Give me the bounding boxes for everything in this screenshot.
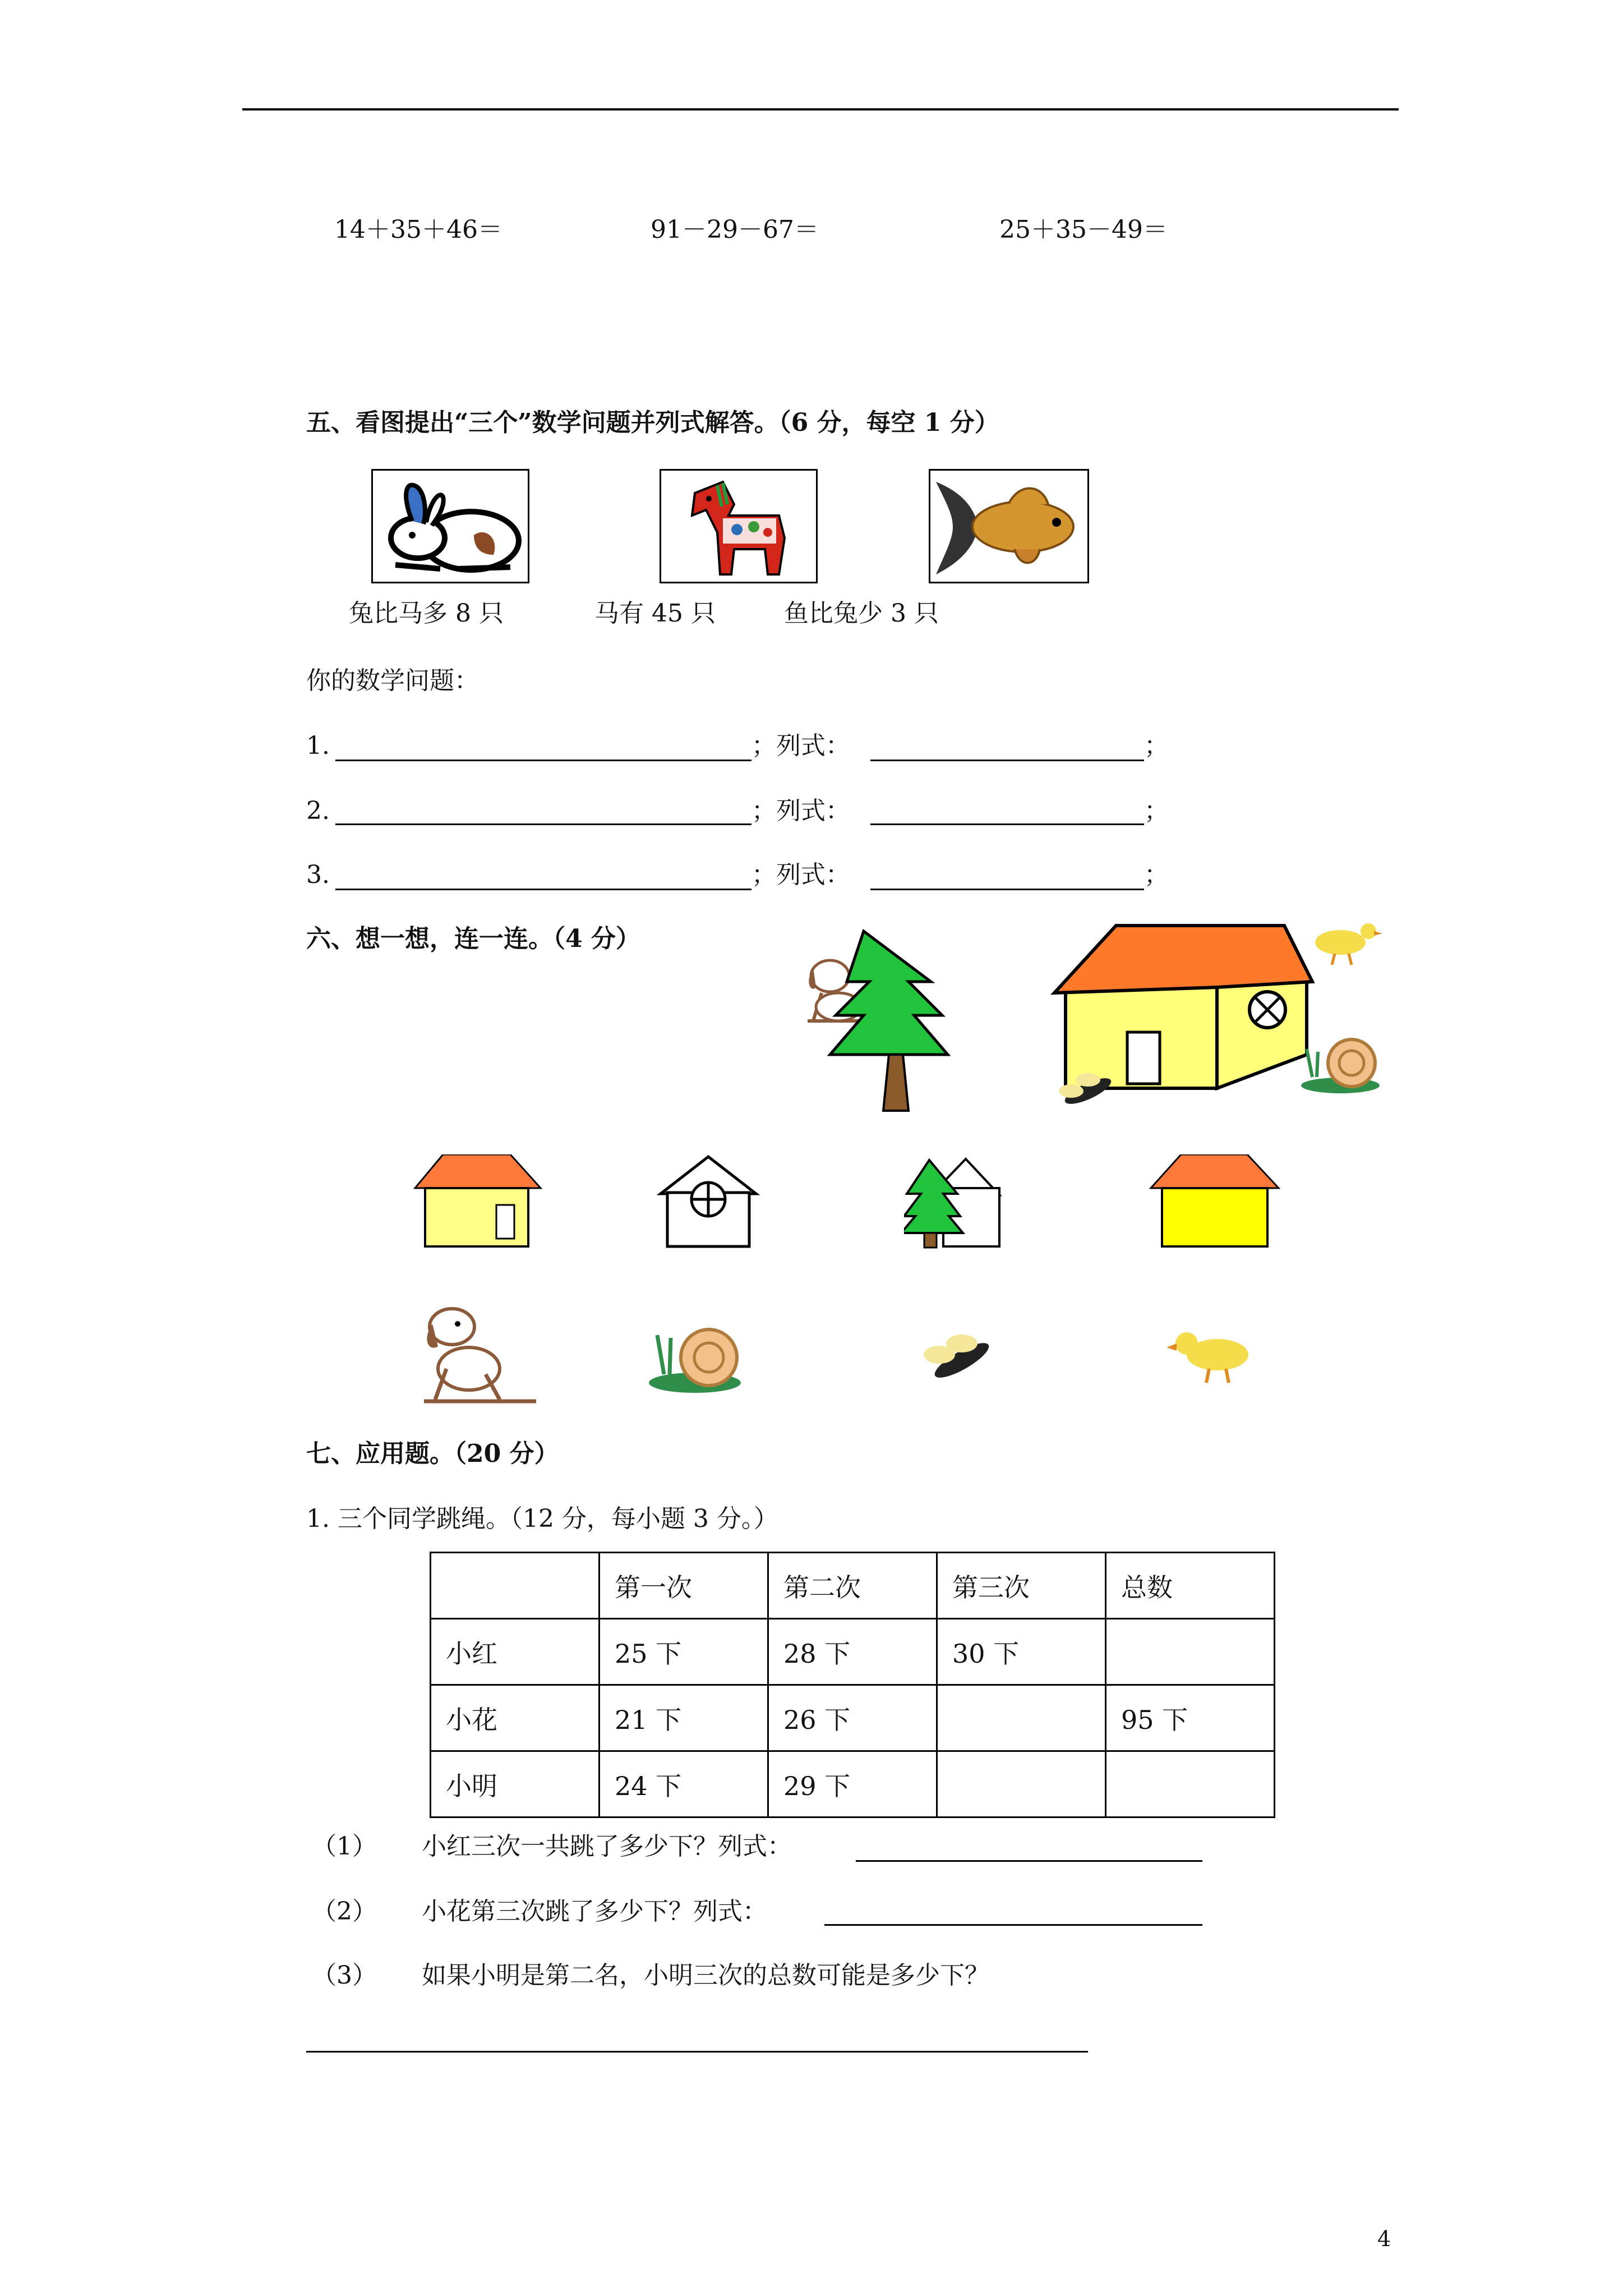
table-cell: 小花 bbox=[431, 1685, 600, 1751]
header-cell bbox=[431, 1553, 600, 1619]
section-6-title: 六、想一想，连一连。（4 分） bbox=[306, 924, 640, 953]
caption-horse: 马有 45 只 bbox=[594, 599, 716, 628]
table-header-row bbox=[431, 1553, 1275, 1619]
problem-1-text: 1. 三个同学跳绳。（12 分，每小题 3 分。） bbox=[306, 1504, 778, 1533]
house-option-4[interactable] bbox=[1147, 1154, 1282, 1250]
header-cell: 总数 bbox=[1106, 1553, 1275, 1619]
chick-icon bbox=[1315, 923, 1382, 965]
answer-blank-2[interactable] bbox=[824, 1924, 1202, 1926]
formula-label-3: ；列式： bbox=[751, 861, 850, 889]
caption-rabbit: 兔比马多 8 只 bbox=[349, 599, 504, 628]
your-questions-prompt: 你的数学问题： bbox=[306, 666, 479, 695]
answer-blank-3[interactable] bbox=[306, 2051, 1088, 2053]
horse-picture bbox=[660, 469, 818, 583]
equation-1: 14＋35＋46＝ bbox=[334, 215, 502, 244]
caption-fish: 鱼比兔少 3 只 bbox=[784, 599, 939, 628]
header-cell: 第一次 bbox=[600, 1553, 768, 1619]
header-cell: 第三次 bbox=[937, 1553, 1106, 1619]
bee-option[interactable] bbox=[914, 1324, 998, 1391]
question-number-2: 2. bbox=[306, 797, 330, 825]
rabbit-icon bbox=[373, 471, 528, 582]
question-text-1: 小红三次一共跳了多少下？列式： bbox=[422, 1832, 792, 1861]
equation-2: 91－29－67＝ bbox=[651, 215, 819, 244]
table-cell[interactable] bbox=[937, 1685, 1106, 1751]
formula-label-2: ；列式： bbox=[751, 797, 850, 825]
question-blank-1[interactable] bbox=[335, 760, 751, 761]
table-cell: 24 下 bbox=[600, 1751, 768, 1818]
table-cell: 21 下 bbox=[600, 1685, 768, 1751]
table-cell: 28 下 bbox=[768, 1619, 937, 1685]
question-text-3: 如果小明是第二名，小明三次的总数可能是多少下？ bbox=[422, 1961, 989, 1990]
snail-option[interactable] bbox=[647, 1318, 748, 1397]
horse-icon bbox=[661, 471, 816, 582]
section-7-title: 七、应用题。（20 分） bbox=[306, 1439, 559, 1468]
item-end-3: ； bbox=[1144, 861, 1169, 889]
goldfish-icon bbox=[930, 471, 1087, 582]
rabbit-picture bbox=[371, 469, 529, 583]
table-cell: 30 下 bbox=[937, 1619, 1106, 1685]
table-cell[interactable] bbox=[937, 1751, 1106, 1818]
answer-blank-1[interactable] bbox=[856, 1860, 1202, 1862]
house-icon bbox=[1054, 926, 1312, 1088]
house-option-2[interactable] bbox=[655, 1154, 762, 1250]
page-number: 4 bbox=[1377, 2226, 1391, 2251]
question-number-3: 3. bbox=[306, 861, 330, 889]
table-cell[interactable] bbox=[1106, 1619, 1275, 1685]
item-end-1: ； bbox=[1144, 731, 1169, 760]
jump-rope-table bbox=[430, 1552, 1275, 1818]
table-row bbox=[431, 1619, 1275, 1685]
section-5-title: 五、看图提出“三个”数学问题并列式解答。（6 分，每空 1 分） bbox=[306, 408, 999, 437]
table-cell: 26 下 bbox=[768, 1685, 937, 1751]
header-rule bbox=[242, 108, 1399, 111]
table-cell: 95 下 bbox=[1106, 1685, 1275, 1751]
chick-option[interactable] bbox=[1164, 1324, 1254, 1386]
fish-picture bbox=[929, 469, 1089, 583]
table-row bbox=[431, 1751, 1275, 1818]
question-num-2: （2） bbox=[312, 1897, 377, 1926]
formula-blank-3[interactable] bbox=[870, 889, 1144, 890]
table-cell: 小红 bbox=[431, 1619, 600, 1685]
formula-label-1: ；列式： bbox=[751, 731, 850, 760]
question-number-1: 1. bbox=[306, 731, 330, 760]
question-num-1: （1） bbox=[312, 1832, 377, 1861]
house-option-1[interactable] bbox=[409, 1154, 544, 1250]
table-row bbox=[431, 1685, 1275, 1751]
scene-illustration bbox=[791, 920, 1402, 1122]
formula-blank-1[interactable] bbox=[870, 760, 1144, 761]
table-cell: 25 下 bbox=[600, 1619, 768, 1685]
equation-3: 25＋35－49＝ bbox=[999, 215, 1168, 244]
header-cell: 第二次 bbox=[768, 1553, 937, 1619]
table-cell: 29 下 bbox=[768, 1751, 937, 1818]
house-option-3[interactable] bbox=[904, 1154, 1005, 1250]
formula-blank-2[interactable] bbox=[870, 823, 1144, 825]
question-num-3: （3） bbox=[312, 1961, 377, 1990]
dog-option[interactable] bbox=[390, 1301, 553, 1408]
item-end-2: ； bbox=[1144, 797, 1169, 825]
table-cell[interactable] bbox=[1106, 1751, 1275, 1818]
question-text-2: 小花第三次跳了多少下？列式： bbox=[422, 1897, 767, 1926]
snail-icon bbox=[1301, 1039, 1380, 1093]
table-cell: 小明 bbox=[431, 1751, 600, 1818]
question-blank-3[interactable] bbox=[335, 889, 751, 890]
question-blank-2[interactable] bbox=[335, 823, 751, 825]
